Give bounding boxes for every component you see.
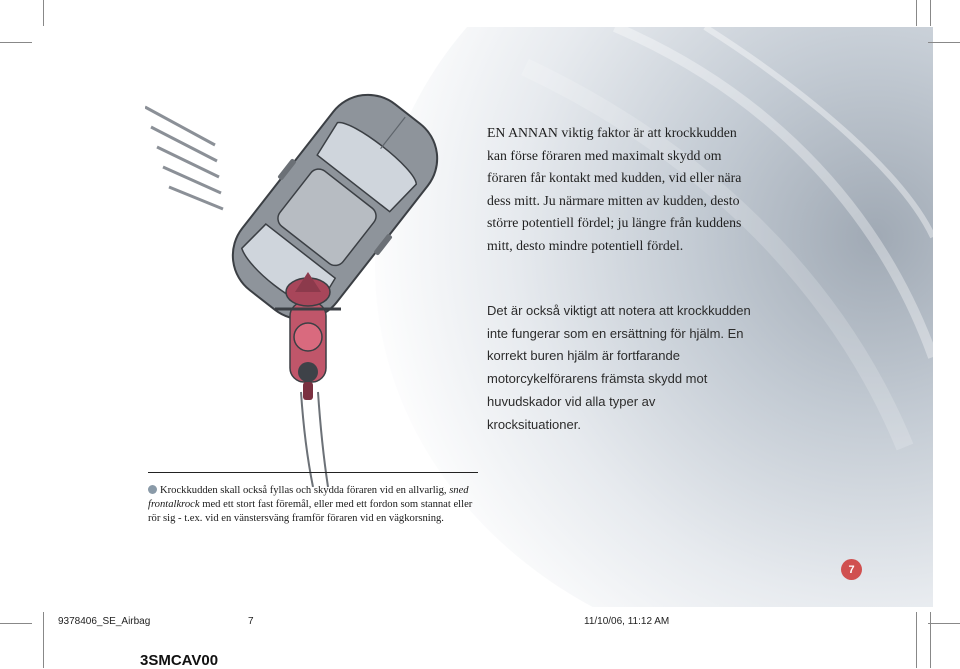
crop-mark (916, 0, 917, 26)
car (212, 75, 458, 340)
document-page (55, 27, 933, 607)
crop-mark (43, 612, 44, 668)
footer-file-name: 9378406_SE_Airbag (58, 616, 151, 627)
note-lead: Krockkudden skall också fyllas och skydda föraren vid en allvarlig, (160, 485, 450, 496)
note-emphasis: sned frontalkrock (148, 485, 469, 511)
crop-mark (916, 612, 917, 668)
body-paragraph-1: EN ANNAN viktig faktor är att krockkudden kan förse föraren med maximalt skydd om föraren får kontakt med kudden, vid eller nära dess mitt. Ju närmare mitten av kudden, desto större potentiell fördel; ju längre från kuddens mitt, desto mindre potentiell fördel. (487, 125, 742, 253)
job-code: 3SMCAV00 (140, 652, 219, 669)
footer-datetime: 11/10/06, 11:12 AM (584, 616, 670, 627)
footer-page: 7 (248, 616, 254, 627)
note-tail: med ett stort fast föremål, eller med ett fordon som stannat eller rör sig - t.ex. vid en vänstersväng framför föraren vid en vägkorsning. (148, 499, 473, 525)
body-paragraph-2: Det är också viktigt att notera att krockkudden inte fungerar som en ersättning för hjälm. En korrekt buren hjälm är fortfarande motorcykelförarens främsta skydd mot huvudskador vid alla typer av krocksituationer. (487, 303, 751, 432)
car-motorcycle-illustration (145, 47, 505, 487)
crop-mark (43, 0, 44, 26)
note-text (148, 484, 478, 527)
note-divider (148, 472, 478, 473)
circle-bullet-icon (148, 485, 157, 494)
motion-lines (145, 107, 223, 209)
crop-mark (0, 623, 32, 624)
crop-mark (928, 623, 960, 624)
page-number-badge: 7 (841, 559, 862, 580)
crop-mark (0, 42, 32, 43)
crop-mark (930, 612, 931, 668)
crop-mark (928, 42, 960, 43)
crop-mark (930, 0, 931, 26)
